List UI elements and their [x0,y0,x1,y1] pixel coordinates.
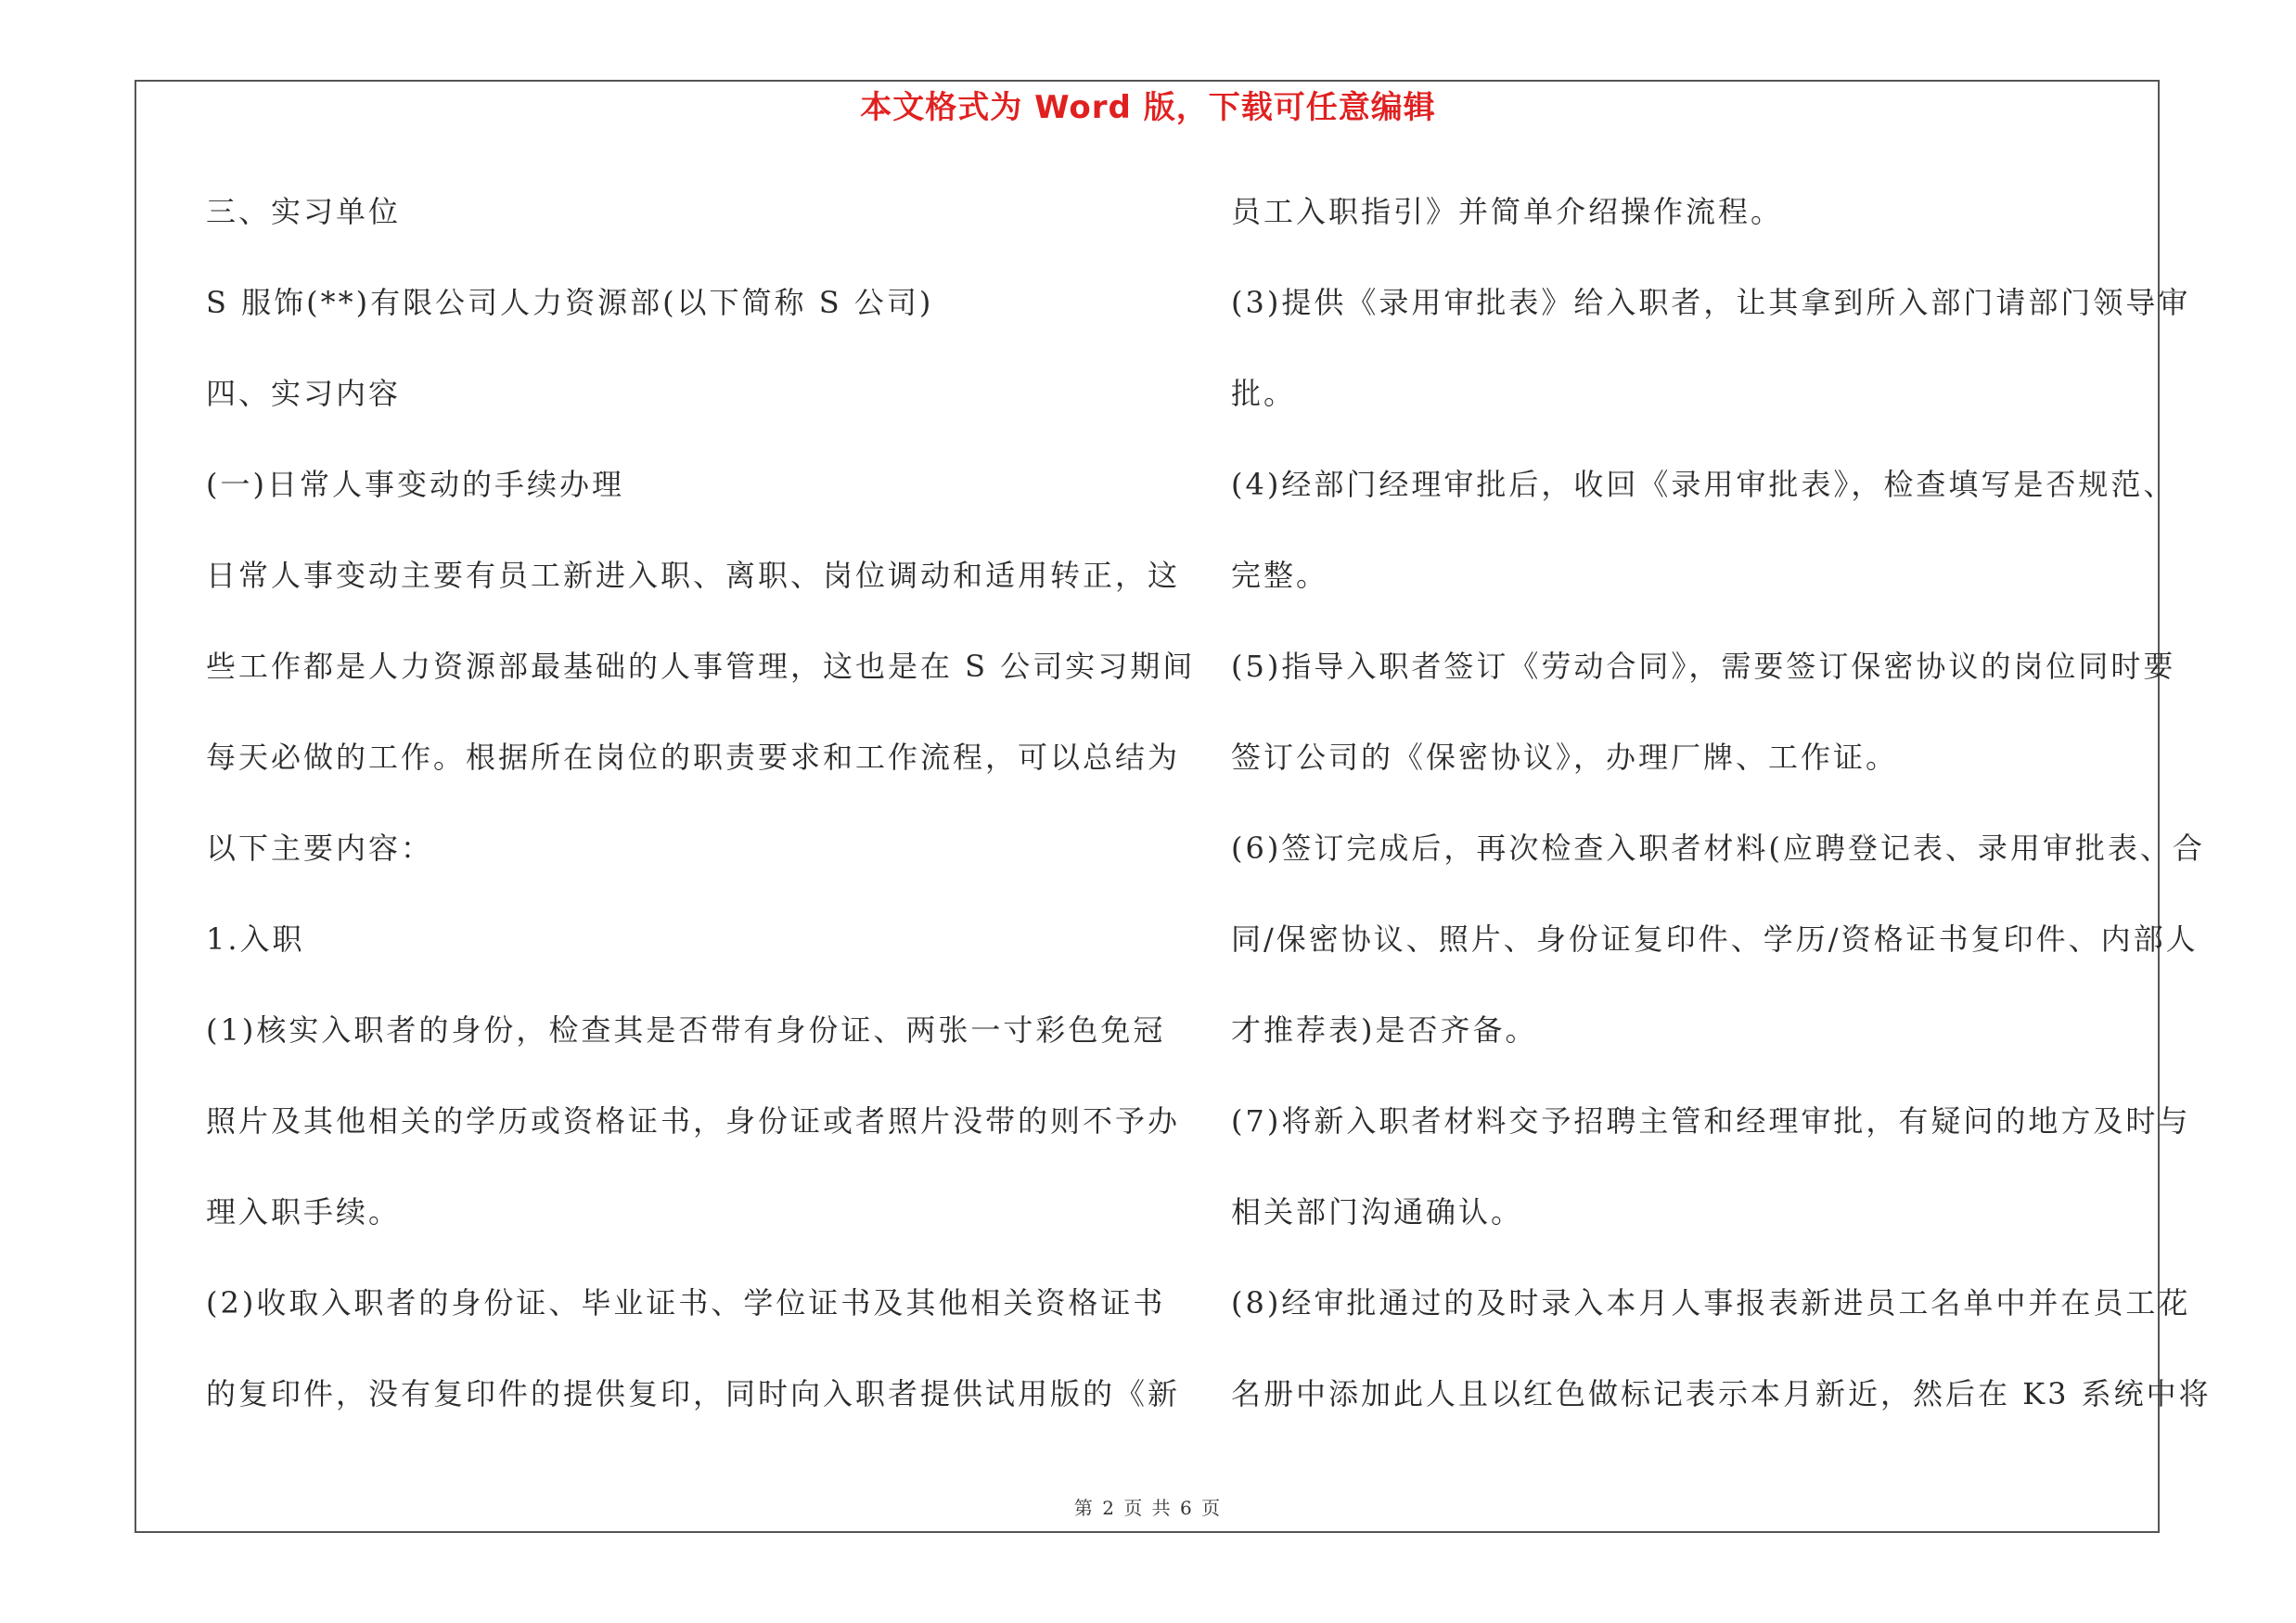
text-line: (8)经审批通过的及时录入本月人事报表新进员工名单中并在员工花 [1231,1285,2191,1320]
text-line: 才推荐表)是否齐备。 [1231,1012,1538,1048]
text-line: (1)核实入职者的身份，检查其是否带有身份证、两张一寸彩色免冠 [206,1012,1166,1048]
left-text-column [206,184,1196,1457]
text-line: 1.入职 [206,921,305,957]
text-line: 每天必做的工作。根据所在岗位的职责要求和工作流程，可以总结为 [206,740,1181,775]
text-line: (4)经部门经理审批后，收回《录用审批表》，检查填写是否规范、 [1231,467,2176,502]
text-line: 理入职手续。 [206,1194,402,1230]
text-line: 完整。 [1231,558,1329,593]
right-text-column [1231,184,2212,1457]
text-line: 的复印件，没有复印件的提供复印，同时向入职者提供试用版的《新 [206,1376,1181,1411]
text-line: 相关部门沟通确认。 [1231,1194,1524,1230]
text-line: (5)指导入职者签订《劳动合同》，需要签订保密协议的岗位同时要 [1231,649,2176,684]
text-line: 批。 [1231,376,1297,411]
text-line: 三、实习单位 [206,194,402,229]
text-line: 日常人事变动主要有员工新进入职、离职、岗位调动和适用转正，这 [206,558,1181,593]
text-line: 照片及其他相关的学历或资格证书，身份证或者照片没带的则不予办 [206,1103,1181,1139]
text-line: 同/保密协议、照片、身份证复印件、学历/资格证书复印件、内部人 [1231,921,2199,957]
text-line: 员工入职指引》并简单介绍操作流程。 [1231,194,1784,229]
text-line: S 服饰(**)有限公司人力资源部(以下简称 S 公司) [206,285,934,320]
text-line: 四、实习内容 [206,376,402,411]
text-line: 些工作都是人力资源部最基础的人事管理，这也是在 S 公司实习期间 [206,649,1196,684]
text-line: (2)收取入职者的身份证、毕业证书、学位证书及其他相关资格证书 [206,1285,1166,1320]
text-line: (一)日常人事变动的手续办理 [206,467,624,502]
text-line: 签订公司的《保密协议》，办理厂牌、工作证。 [1231,740,1899,775]
text-line: (7)将新入职者材料交予招聘主管和经理审批，有疑问的地方及时与 [1231,1103,2191,1139]
format-banner: 本文格式为 Word 版，下载可任意编辑 [860,89,1436,126]
page-number-footer: 第 2 页 共 6 页 [1073,1497,1223,1519]
text-line: 名册中添加此人且以红色做标记表示本月新近，然后在 K3 系统中将 [1231,1376,2212,1411]
text-line: (3)提供《录用审批表》给入职者，让其拿到所入部门请部门领导审 [1231,285,2191,320]
text-line: (6)签订完成后，再次检查入职者材料(应聘登记表、录用审批表、合 [1231,831,2205,866]
text-line: 以下主要内容： [206,831,434,866]
